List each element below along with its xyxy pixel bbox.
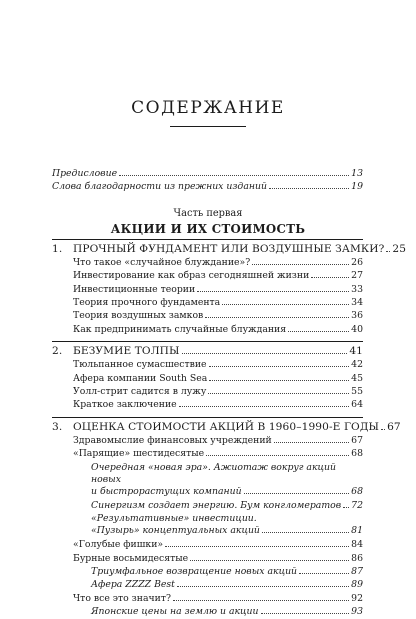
dot-leader [197,291,349,292]
entry-label: Как предпринимать случайные блуждания [73,323,287,335]
entry-label: Теория прочного фундамента [73,297,221,309]
dot-leader [261,613,350,614]
toc-entry-section [52,323,363,336]
entry-line2 [91,486,363,498]
entry-label: Бурные восьмидесятые [73,552,189,564]
page-number: 33 [351,283,363,295]
page-number: 27 [351,270,363,282]
title-rule [170,126,246,127]
entry-label: ОЦЕНКА СТОИМОСТИ АКЦИЙ В 1960–1990-Е ГОДЫ [73,420,380,433]
dot-leader [262,532,349,533]
toc-entry-section [52,256,363,269]
dot-leader [222,304,349,305]
toc-entry-subsection [52,605,363,618]
part-label: Часть первая [173,207,243,219]
chapter-divider [52,341,363,342]
dot-leader [274,442,349,443]
page-number: 81 [351,525,363,537]
dot-leader [177,586,349,587]
entry-label: Уолл-стрит садится в лужу [73,386,207,398]
chapter-divider [52,417,363,418]
dot-leader [299,573,349,574]
page-number: 36 [351,310,363,322]
toc-entry-chapter [52,420,401,434]
entry-label: Что такое «случайное блуждание»? [73,256,251,268]
entry-label: «Парящие» шестидесятые [73,448,205,460]
page-number: 68 [351,485,363,497]
page-number: 41 [349,345,363,358]
entry-label: Что все это значит? [73,592,171,604]
page-number: 67 [387,420,401,433]
dot-leader [173,600,349,601]
toc-entry-section [52,434,363,447]
toc-entry-section [52,447,363,460]
dot-leader [205,317,349,318]
dot-leader [311,277,349,278]
entry-label: Инвестирование как образ сегодняшней жизни [73,270,310,282]
dot-leader [119,175,349,176]
page-number: 42 [351,359,363,371]
toc-entry-section [52,269,363,282]
entry-label: Афера ZZZZ Best [91,579,175,591]
page-number: 92 [351,592,363,604]
toc-entry-section [52,296,363,309]
dot-leader [182,353,348,354]
toc-entry-section [52,283,363,296]
part-title: АКЦИИ И ИХ СТОИМОСТЬ [110,221,306,236]
chapter-number: 3. [52,420,63,433]
entry-label-line2: «Пузырь» концептуальных акций [91,525,260,537]
dot-leader [209,366,350,367]
chapter-number: 2. [52,345,63,358]
toc-entry-intro [52,180,363,193]
entry-label-line1: Очередная «новая эра». Ажиотаж вокруг акций новых [91,461,336,485]
page-number: 45 [351,372,363,384]
chapter-divider [52,239,363,240]
dot-leader [190,560,349,561]
toc-entry-intro [52,167,363,180]
entry-label: Тюльпанное сумасшествие [73,359,207,371]
dot-leader [206,455,349,456]
entry-label-line2: и быстрорастущих компаний [91,485,242,497]
page-number: 68 [351,448,363,460]
entry-line2 [91,525,363,537]
toc-entry-section [52,372,363,385]
dot-leader [208,393,349,394]
toc-entry-section [52,552,363,565]
dot-leader [165,546,349,547]
page-number: 40 [351,323,363,335]
page-number: 13 [351,168,363,179]
entry-label: Теория воздушных замков [73,310,204,322]
page-number: 86 [351,552,363,564]
entry-label: Инвестиционные теории [73,283,196,295]
dot-leader [244,493,350,494]
dot-leader [288,331,349,332]
toc-entry-subsection [52,512,363,538]
page-number: 67 [351,434,363,446]
dot-leader [269,188,349,189]
entry-label: Триумфальное возвращение новых акций [91,565,298,577]
entry-label: Слова благодарности из прежних изданий [52,181,267,193]
table-of-contents [0,167,416,619]
entry-label: Японские цены на землю и акции [91,606,259,618]
entry-label: Синергизм создает энергию. Бум конгломератов [91,499,342,511]
dot-leader [252,264,349,265]
entry-label: БЕЗУМИЕ ТОЛПЫ [73,345,180,358]
toc-entry-subsection [52,461,363,499]
page-number: 55 [351,386,363,398]
page-title: СОДЕРЖАНИЕ [131,98,285,118]
page-number: 93 [351,606,363,618]
toc-entry-chapter [52,344,363,358]
entry-label: Краткое заключение [73,399,177,411]
page-number: 25 [392,242,407,255]
toc-entry-section [52,309,363,322]
page-number: 87 [351,565,363,577]
page-number: 26 [351,256,363,268]
entry-label: Афера компании South Sea [73,372,208,384]
chapters-section [0,239,416,619]
dot-leader [179,406,349,407]
entry-label-line1: «Результативные» инвестиции. [91,513,257,525]
entry-label: Предисловие [52,168,118,179]
entry-label: ПРОЧНЫЙ ФУНДАМЕНТ ИЛИ ВОЗДУШНЫЕ ЗАМКИ? [73,242,385,255]
toc-entry-section [52,358,363,371]
toc-entry-subsection [52,499,363,512]
page-number: 72 [351,499,363,511]
entry-label: «Голубые фишки» [73,539,164,551]
intro-section [0,167,416,197]
toc-entry-chapter [52,242,407,256]
toc-entry-section [52,398,363,411]
toc-entry-section [52,385,363,398]
toc-entry-section [52,592,363,605]
toc-entry-subsection [52,565,363,578]
page-number: 64 [351,399,363,411]
page-number: 84 [351,539,363,551]
page-number: 34 [351,297,363,309]
toc-entry-section [52,538,363,551]
dot-leader [209,380,349,381]
page-number: 89 [351,579,363,591]
entry-label: Здравомыслие финансовых учреждений [73,434,272,446]
chapter-number: 1. [52,242,63,255]
toc-entry-subsection [52,578,363,591]
page-number: 19 [351,181,363,193]
